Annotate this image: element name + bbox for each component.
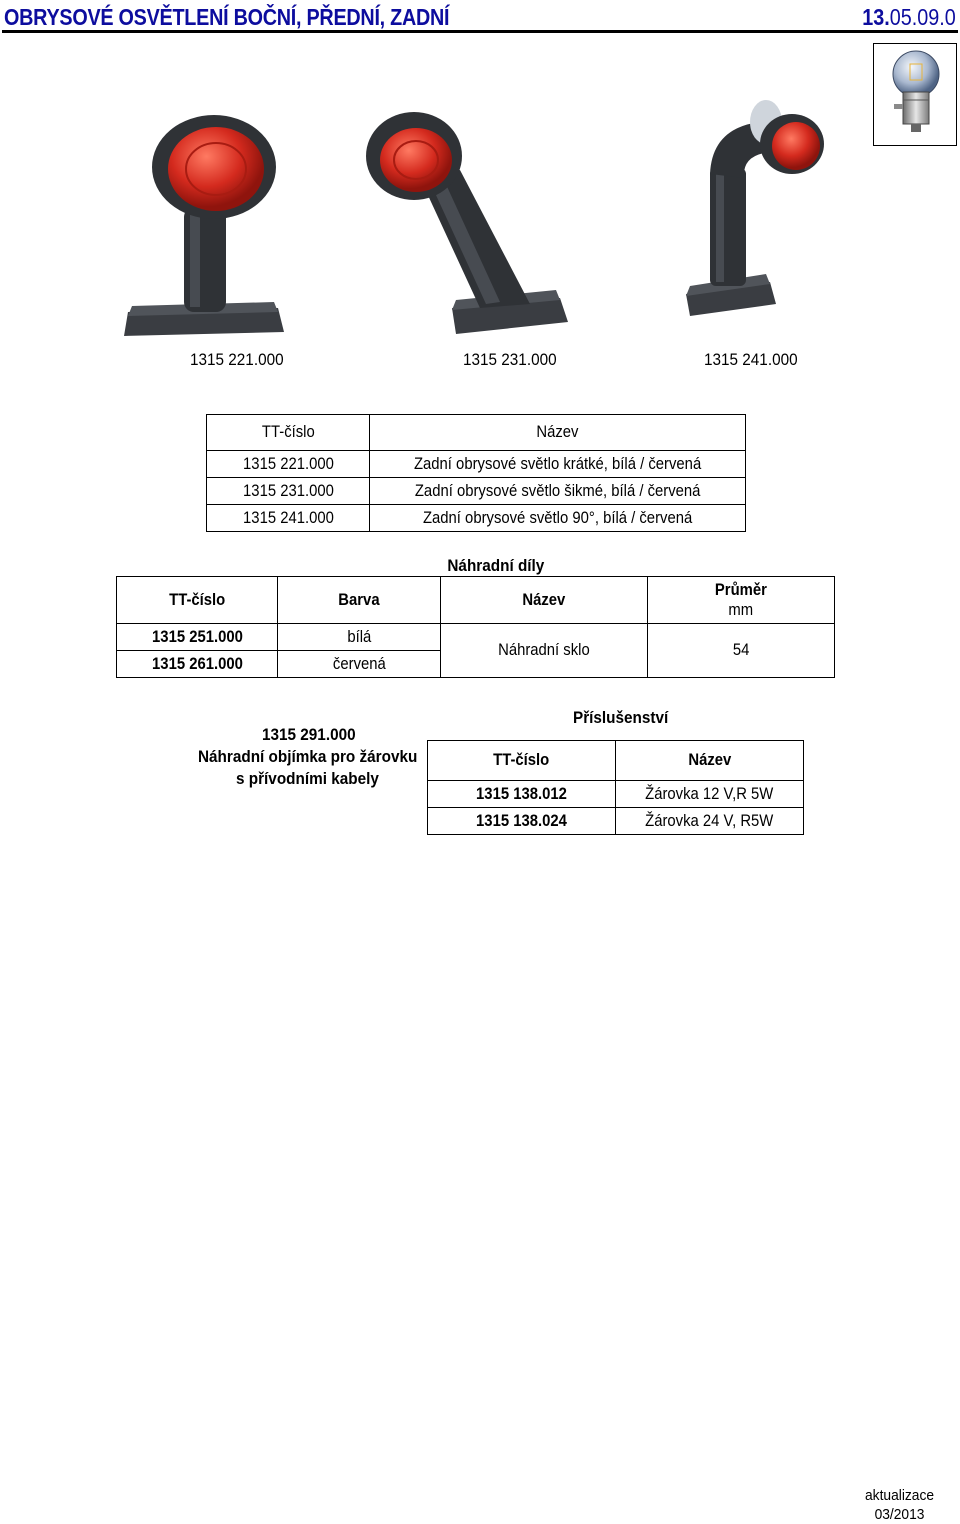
catalog-code — [862, 4, 956, 31]
spare-parts-header — [117, 577, 835, 624]
cell-code: 1315 221.000 — [207, 451, 370, 478]
header-prumer — [648, 577, 835, 624]
accessories-title: Příslušenství — [573, 708, 669, 727]
cell-code: 1315 251.000 — [117, 624, 278, 651]
product-table — [206, 414, 746, 532]
cell-name: Zadní obrysové světlo 90°, bílá / červená — [370, 505, 746, 532]
table-row — [207, 478, 746, 505]
cell-diameter: 54 — [648, 624, 835, 678]
cell-code: 1315 261.000 — [117, 651, 278, 678]
spare-parts-table — [116, 576, 835, 678]
footer-update — [865, 1486, 934, 1524]
socket-code: 1315 291.000 — [262, 725, 356, 744]
catalog-code-chapter: 13. — [862, 4, 890, 30]
accessories-table — [427, 740, 804, 835]
cell-name: Žárovka 12 V,R 5W — [616, 781, 804, 808]
bulb-icon — [874, 44, 956, 144]
catalog-code-rest: 05.09.0 — [889, 4, 956, 30]
socket-description-line2: s přívodními kabely — [236, 769, 379, 788]
product-image-1315-221 — [118, 112, 288, 340]
table-row — [117, 624, 835, 651]
header-nazev: Název — [616, 741, 804, 781]
footer-update-label: aktualizace — [864, 1487, 934, 1504]
cell-code: 1315 138.012 — [428, 781, 616, 808]
product-label-1315-241: 1315 241.000 — [704, 350, 798, 369]
footer-update-date: 03/2013 — [874, 1506, 925, 1523]
table-row — [428, 808, 804, 835]
table-row — [207, 451, 746, 478]
cell-name: Zadní obrysové světlo krátké, bílá / červená — [370, 451, 746, 478]
cell-code: 1315 138.024 — [428, 808, 616, 835]
cell-name: Žárovka 24 V, R5W — [616, 808, 804, 835]
header-nazev: Název — [441, 577, 648, 624]
spare-parts-title: Náhradní díly — [447, 556, 545, 575]
header-tt-cislo: TT-číslo — [428, 741, 616, 781]
product-label-1315-221: 1315 221.000 — [190, 350, 284, 369]
header-barva: Barva — [278, 577, 441, 624]
product-image-1315-241 — [680, 98, 835, 320]
table-row — [428, 781, 804, 808]
cell-name: Zadní obrysové světlo šikmé, bílá / červená — [370, 478, 746, 505]
table-row — [207, 505, 746, 532]
accessories-header — [428, 741, 804, 781]
header-prumer-unit: mm — [728, 601, 754, 619]
header-tt-cislo: TT-číslo — [207, 415, 370, 451]
product-table-header — [207, 415, 746, 451]
header-nazev: Název — [370, 415, 746, 451]
cell-code: 1315 231.000 — [207, 478, 370, 505]
product-label-1315-231: 1315 231.000 — [463, 350, 557, 369]
bulb-image — [873, 43, 957, 146]
cell-code: 1315 241.000 — [207, 505, 370, 532]
cell-color: červená — [278, 651, 441, 678]
product-image-1315-231 — [360, 108, 575, 340]
header-prumer-label: Průměr — [714, 581, 768, 599]
page-title: OBRYSOVÉ OSVĚTLENÍ BOČNÍ, PŘEDNÍ, ZADNÍ — [4, 4, 450, 30]
header-rule — [2, 30, 958, 33]
cell-name: Náhradní sklo — [441, 624, 648, 678]
cell-color: bílá — [278, 624, 441, 651]
socket-description-line1: Náhradní objímka pro žárovku — [198, 747, 418, 766]
header-tt-cislo: TT-číslo — [117, 577, 278, 624]
